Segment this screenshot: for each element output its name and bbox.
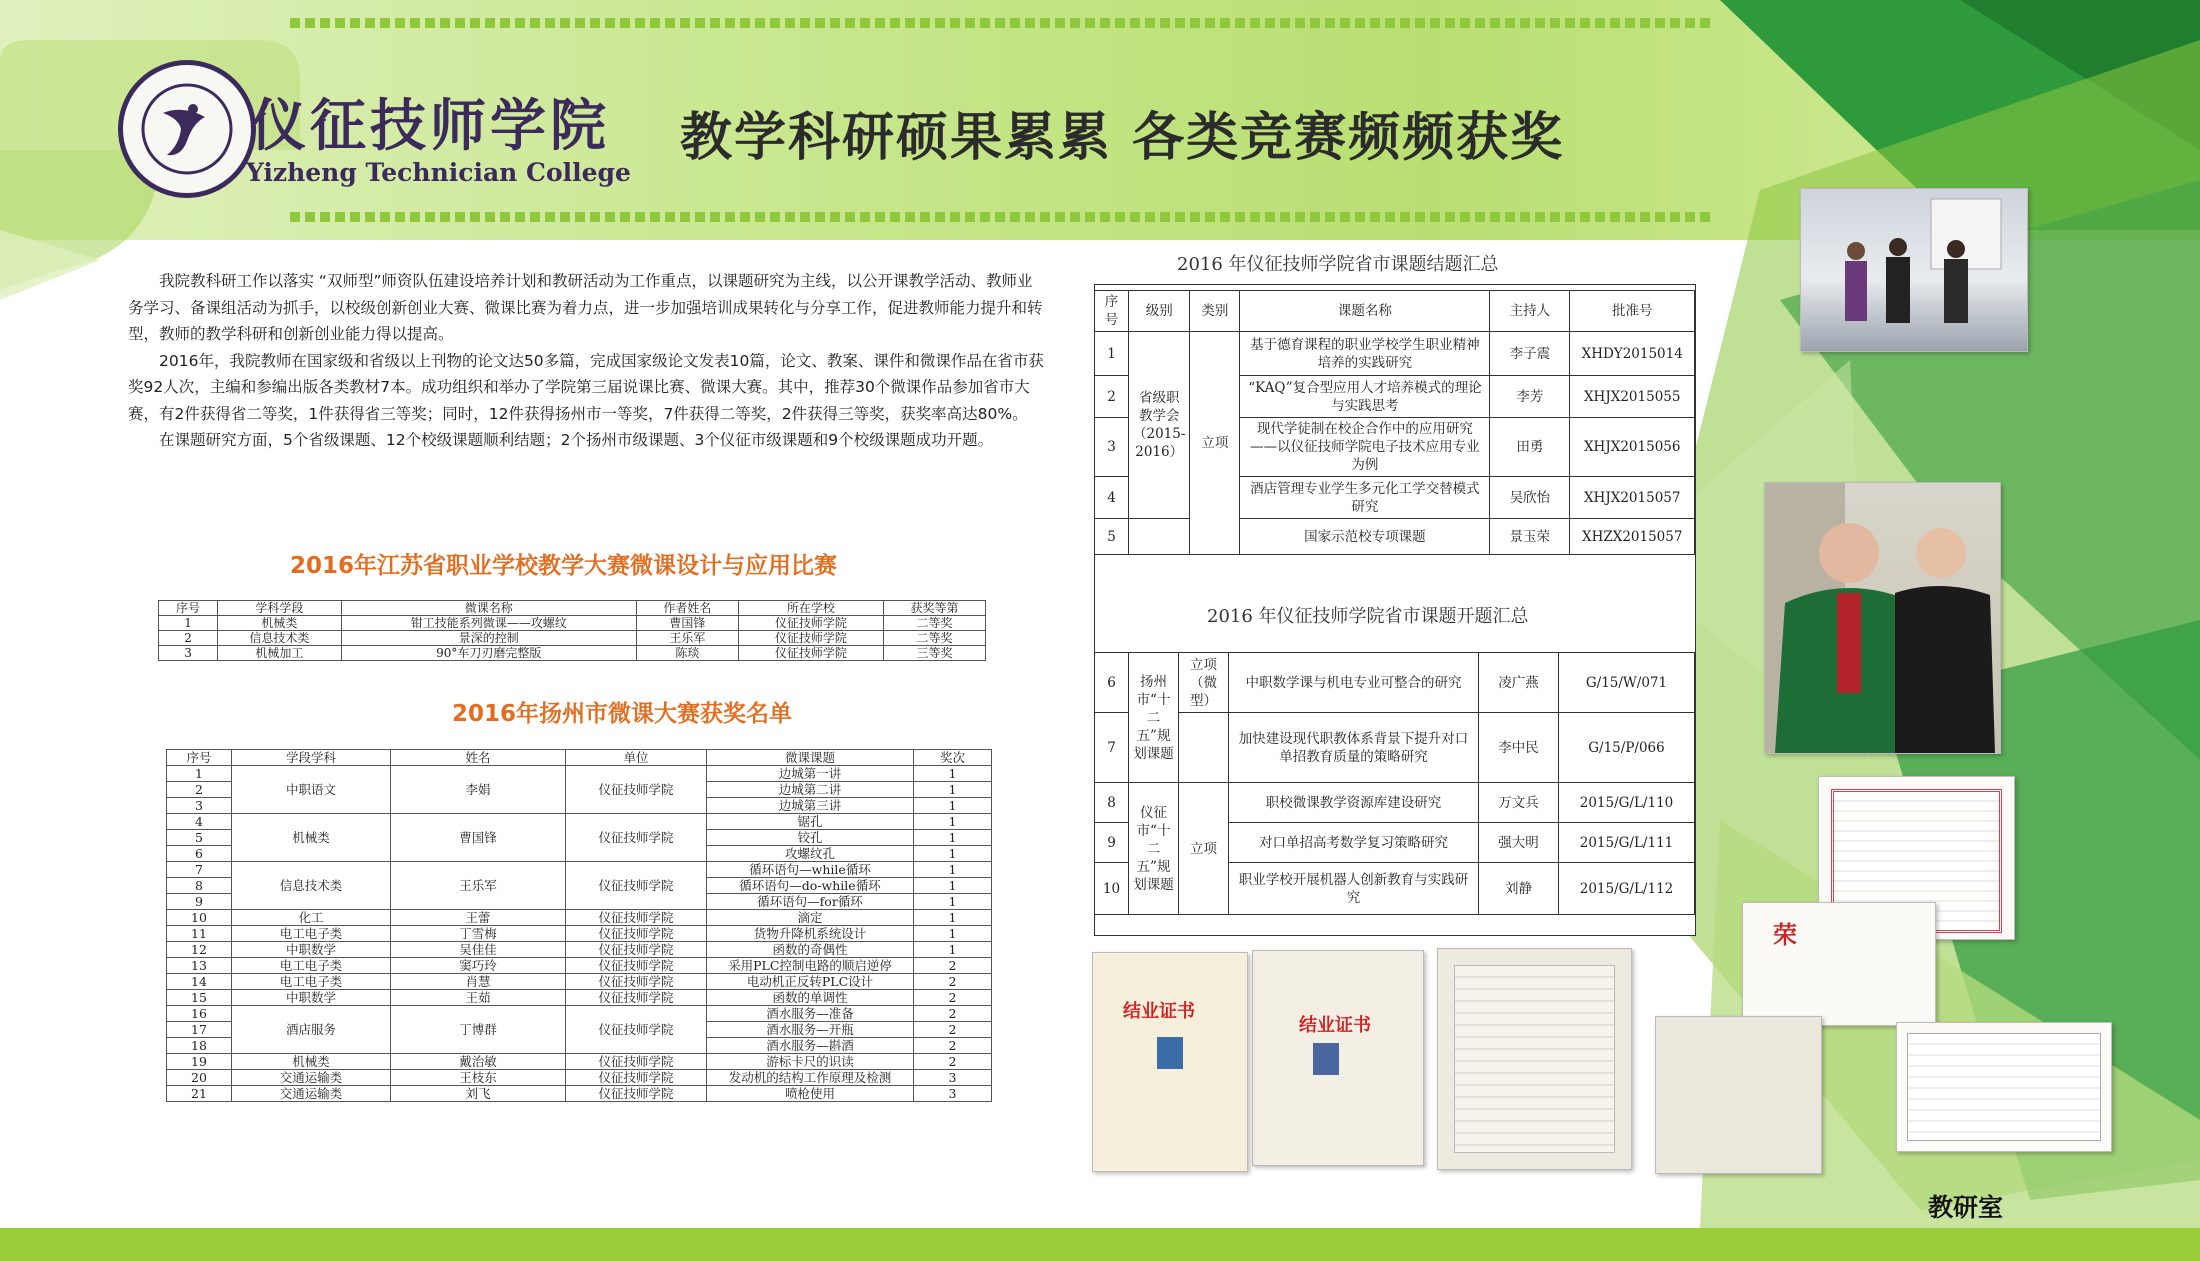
row-number: 6 [1095,653,1129,713]
department-label: 教研室 [1928,1193,2004,1222]
column-header: 课题名称 [1240,291,1490,332]
row-number: 12 [167,942,232,958]
subject-cell: 电工电子类 [232,958,391,974]
row-number: 13 [167,958,232,974]
code-cell: 2015/G/L/112 [1559,863,1695,915]
code-cell: XHDY2015014 [1570,332,1695,376]
topic-cell: 循环语句—for循环 [707,894,914,910]
certificate-border [1454,965,1615,1153]
host-cell: 李子震 [1490,332,1570,376]
award-cell: 2 [914,1054,992,1070]
table-cell: 陈琰 [636,646,738,661]
host-cell: 刘静 [1479,863,1559,915]
name-cell: 李娟 [391,766,566,814]
table-header-row [159,601,986,616]
level-cell: 仪征市“十二五”规划课题 [1129,783,1179,915]
award-cell: 1 [914,830,992,846]
table-row [1095,332,1695,376]
award-cell: 2 [914,1038,992,1054]
host-cell: 强大明 [1479,823,1559,863]
topic-cell: 喷枪使用 [707,1086,914,1102]
name-cell: 王茹 [391,990,566,1006]
table-cell: 仪征技师学院 [738,646,883,661]
row-number: 10 [167,910,232,926]
award-cell: 1 [914,894,992,910]
award-cell: 1 [914,926,992,942]
unit-cell: 仪征技师学院 [566,1006,707,1054]
table-cell: 二等奖 [883,631,985,646]
subject-cell: 电工电子类 [232,974,391,990]
row-number: 8 [1095,783,1129,823]
closing-projects-table [1094,290,1695,555]
table-cell: 曹国锋 [636,616,738,631]
topic-cell: 货物升降机系统设计 [707,926,914,942]
subject-cell: 中职语文 [232,766,391,814]
table-cell: 机械类 [218,616,342,631]
unit-cell: 仪征技师学院 [566,926,707,942]
level-cell: 扬州市“十二五”规划课题 [1129,653,1179,783]
subject-cell: 交通运输类 [232,1086,391,1102]
row-number: 2 [1095,376,1129,418]
certificate-image-4 [1437,948,1632,1170]
table-row [159,631,986,646]
topic-cell: 循环语句—while循环 [707,862,914,878]
row-number: 20 [167,1070,232,1086]
row-number: 10 [1095,863,1129,915]
code-cell: XHJX2015056 [1570,418,1695,477]
award-cell: 2 [914,958,992,974]
row-number: 3 [1095,418,1129,477]
table-cell: 景深的控制 [341,631,636,646]
table-row [167,942,992,958]
column-header: 微课课题 [707,750,914,766]
topic-cell: 边城第三讲 [707,798,914,814]
subject-cell: 信息技术类 [232,862,391,910]
table-row [1095,519,1695,555]
topic-cell: 函数的奇偶性 [707,942,914,958]
host-cell: 吴欣怡 [1490,477,1570,519]
award-cell: 1 [914,942,992,958]
code-cell: G/15/P/066 [1559,713,1695,783]
completion-certificate-1 [1092,952,1248,1172]
table-cell: 2 [159,631,218,646]
name-cell: 窦巧玲 [391,958,566,974]
name-cell: 王蕾 [391,910,566,926]
college-logo-emblem [118,60,256,198]
row-number: 21 [167,1086,232,1102]
row-number: 9 [167,894,232,910]
table-cell: 三等奖 [883,646,985,661]
unit-cell: 仪征技师学院 [566,910,707,926]
table-row [167,1070,992,1086]
row-number: 2 [167,782,232,798]
table-row [167,1054,992,1070]
host-cell: 李芳 [1490,376,1570,418]
intro-paragraph: 我院教科研工作以落实 “双师型”师资队伍建设培养计划和教研活动为工作重点，以课题研究为主线，以公开课教学活动、教师业务学习、备课组活动为抓手，以校级创新创业大赛、微课比赛为着力点，进一步加强培训成果转化与分享工作，促进教师能力提升和转型，教师的教学科研和创新创业能力得以提高。 [128,272,1043,343]
subject-cell: 交通运输类 [232,1070,391,1086]
table-row [167,862,992,878]
code-cell: 2015/G/L/111 [1559,823,1695,863]
topic-cell: 酒水服务—斟酒 [707,1038,914,1054]
code-cell: XHJX2015055 [1570,376,1695,418]
people-photo-icon [1801,189,2027,351]
code-cell: XHZX2015057 [1570,519,1695,555]
table-row [167,1006,992,1022]
table-row [167,814,992,830]
unit-cell: 仪征技师学院 [566,990,707,1006]
table-row [159,616,986,631]
topic-cell: 铰孔 [707,830,914,846]
column-header: 单位 [566,750,707,766]
table-row [167,926,992,942]
provincial-contest-title: 2016年江苏省职业学校教学大赛微课设计与应用比赛 [290,553,838,579]
column-header: 序号 [167,750,232,766]
unit-cell: 仪征技师学院 [566,974,707,990]
name-cell: 丁雪梅 [391,926,566,942]
column-header: 类别 [1190,291,1240,332]
award-cell: 1 [914,766,992,782]
type-cell: 立项（微型） [1179,653,1229,713]
table-row [167,974,992,990]
award-ceremony-photo [1800,188,2028,352]
name-cell: 王枝东 [391,1070,566,1086]
column-header: 微课名称 [341,601,636,616]
topic-cell: 发动机的结构工作原理及检测 [707,1070,914,1086]
name-cell: 吴佳佳 [391,942,566,958]
subject-cell: 电工电子类 [232,926,391,942]
row-number: 7 [1095,713,1129,783]
table-row [167,910,992,926]
award-cell: 2 [914,974,992,990]
table-cell: 钳工技能系列微课——攻螺纹 [341,616,636,631]
table-row [1095,783,1695,823]
row-number: 9 [1095,823,1129,863]
completion-certificate-2 [1252,950,1424,1166]
row-number: 15 [167,990,232,1006]
table-cell: 90°车刀刃磨完整版 [341,646,636,661]
row-number: 19 [167,1054,232,1070]
award-cell: 2 [914,1022,992,1038]
opening-projects-title: 2016 年仪征技师学院省市课题开题汇总 [1207,606,1529,627]
column-header: 主持人 [1490,291,1570,332]
level-cell: 省级职教学会（2015-2016） [1129,332,1190,519]
row-number: 8 [167,878,232,894]
unit-cell: 仪征技师学院 [566,942,707,958]
portrait-icon [1313,1043,1339,1075]
row-number: 16 [167,1006,232,1022]
subject-cell: 酒店服务 [232,1006,391,1054]
name-cell: 王乐军 [391,862,566,910]
table-cell: 王乐军 [636,631,738,646]
table-row [167,958,992,974]
unit-cell: 仪征技师学院 [566,1054,707,1070]
subject-cell: 中职数学 [232,990,391,1006]
topic-cell: 锯孔 [707,814,914,830]
subject-cell: 化工 [232,910,391,926]
project-name-cell: 职校微课教学资源库建设研究 [1229,783,1479,823]
topic-cell: 酒水服务—开瓶 [707,1022,914,1038]
topic-cell: 边城第一讲 [707,766,914,782]
college-name-cn: 仪征技师学院 [250,93,610,159]
award-cell: 1 [914,814,992,830]
intro-paragraph: 在课题研究方面，5个省级课题、12个校级课题顺利结题；2个扬州市级课题、3个仪征市级课题和9个校级课题成功开题。 [159,431,994,449]
project-name-cell: 酒店管理专业学生多元化工学交替模式研究 [1240,477,1490,519]
table-header-row [1095,291,1695,332]
project-name-cell: 现代学徒制在校企合作中的应用研究——以仪征技师学院电子技术应用专业为例 [1240,418,1490,477]
column-header: 姓名 [391,750,566,766]
unit-cell: 仪征技师学院 [566,814,707,862]
yangzhou-contest-title: 2016年扬州市微课大赛获奖名单 [452,701,793,727]
table-row [167,1086,992,1102]
award-cell: 3 [914,1070,992,1086]
award-cell: 2 [914,990,992,1006]
row-number: 5 [167,830,232,846]
college-name-en: Yizheng Technician College [246,158,631,187]
topic-cell: 酒水服务—准备 [707,1006,914,1022]
row-number: 18 [167,1038,232,1054]
honor-certificate-image [1742,902,1936,1026]
row-number: 4 [1095,477,1129,519]
empty-cell [1179,713,1229,783]
host-cell: 田勇 [1490,418,1570,477]
row-number: 14 [167,974,232,990]
table-cell: 1 [159,616,218,631]
topic-cell: 循环语句—do-while循环 [707,878,914,894]
project-name-cell: 国家示范校专项课题 [1240,519,1490,555]
award-cell: 1 [914,862,992,878]
topic-cell: 游标卡尺的识读 [707,1054,914,1070]
table-cell: 仪征技师学院 [738,631,883,646]
opening-projects-table [1094,652,1695,915]
subject-cell: 中职数学 [232,942,391,958]
table-row [167,990,992,1006]
column-header: 所在学校 [738,601,883,616]
name-cell: 刘飞 [391,1086,566,1102]
award-cell: 1 [914,910,992,926]
code-cell: XHJX2015057 [1570,477,1695,519]
handshake-photo-icon [1765,483,2000,753]
column-header: 批准号 [1570,291,1695,332]
host-cell: 凌广燕 [1479,653,1559,713]
row-number: 11 [167,926,232,942]
column-header: 奖次 [914,750,992,766]
certificate-border [1907,1033,2101,1141]
table-cell: 3 [159,646,218,661]
table-row [1095,653,1695,713]
award-cell: 1 [914,878,992,894]
project-name-cell: 中职数学课与机电专业可整合的研究 [1229,653,1479,713]
topic-cell: 攻螺纹孔 [707,846,914,862]
row-number: 4 [167,814,232,830]
host-cell: 万文兵 [1479,783,1559,823]
host-cell: 李中民 [1479,713,1559,783]
code-cell: 2015/G/L/110 [1559,783,1695,823]
table-row [1095,713,1695,783]
row-number: 17 [167,1022,232,1038]
closing-projects-title: 2016 年仪征技师学院省市课题结题汇总 [1177,254,1499,275]
name-cell: 肖慧 [391,974,566,990]
column-header: 获奖等第 [883,601,985,616]
intro-text [128,268,1046,454]
project-name-cell: 加快建设现代职教体系背景下提升对口单招教育质量的策略研究 [1229,713,1479,783]
topic-cell: 边城第二讲 [707,782,914,798]
project-name-cell: 对口单招高考数学复习策略研究 [1229,823,1479,863]
topic-cell: 电动机正反转PLC设计 [707,974,914,990]
project-name-cell: 职业学校开展机器人创新教育与实践研究 [1229,863,1479,915]
row-number: 1 [1095,332,1129,376]
table-row [159,646,986,661]
award-cell: 2 [914,1006,992,1022]
project-name-cell: “KAQ”复合型应用人才培养模式的理论与实践思考 [1240,376,1490,418]
table-cell: 信息技术类 [218,631,342,646]
column-header: 级别 [1129,291,1190,332]
yangzhou-contest-table [166,749,992,1102]
unit-cell: 仪征技师学院 [566,1086,707,1102]
name-cell: 丁博群 [391,1006,566,1054]
row-number: 5 [1095,519,1129,555]
name-cell: 曹国锋 [391,814,566,862]
award-cell: 1 [914,782,992,798]
host-cell: 景玉荣 [1490,519,1570,555]
completion-cert-title: 结业证书 [1299,1015,1371,1036]
subject-cell: 机械类 [232,1054,391,1070]
type-cell: 立项 [1179,783,1229,915]
code-cell: G/15/W/071 [1559,653,1695,713]
table-row [167,766,992,782]
portrait-icon [1157,1037,1183,1069]
handshake-photo [1764,482,2001,754]
name-cell: 戴治敏 [391,1054,566,1070]
row-number: 1 [167,766,232,782]
type-cell: 立项 [1190,332,1240,555]
award-cell: 1 [914,798,992,814]
intro-paragraph: 2016年，我院教师在国家级和省级以上刊物的论文达50多篇，完成国家级论文发表10篇，论文、教案、课件和微课作品在省市获奖92人次，主编和参编出版各类教材7本。成功组织和举办了学院第三届说课比赛、微课大赛。其中，推荐30个微课作品参加省市大赛，有2件获得省二等奖，1件获得省三等奖；同时，12件获得扬州市一等奖，7件获得二等奖，2件获得三等奖，获奖率高达80%。 [128,351,1044,423]
column-header: 作者姓名 [636,601,738,616]
column-header: 序号 [1095,291,1129,332]
table-cell: 机械加工 [218,646,342,661]
table-header-row [167,750,992,766]
award-cell: 3 [914,1086,992,1102]
empty-cell [1129,519,1190,555]
project-name-cell: 基于德育课程的职业学校学生职业精神培养的实践研究 [1240,332,1490,376]
footer-band [0,1228,2200,1261]
topic-cell: 采用PLC控制电路的顺启逆停 [707,958,914,974]
row-number: 3 [167,798,232,814]
logo-mark-icon [123,65,251,193]
topic-cell: 滴定 [707,910,914,926]
award-cell: 1 [914,846,992,862]
subject-cell: 机械类 [232,814,391,862]
certificate-image-2 [1896,1022,2112,1152]
column-header: 序号 [159,601,218,616]
unit-cell: 仪征技师学院 [566,862,707,910]
certificate-image-3 [1655,1016,1822,1174]
row-number: 6 [167,846,232,862]
column-header: 学科学段 [218,601,342,616]
row-number: 7 [167,862,232,878]
page-title: 教学科研硕果累累 各类竞赛频频获奖 [680,108,1565,168]
topic-cell: 函数的单调性 [707,990,914,1006]
table-cell: 二等奖 [883,616,985,631]
provincial-contest-table [158,600,986,661]
column-header: 学段学科 [232,750,391,766]
unit-cell: 仪征技师学院 [566,766,707,814]
table-cell: 仪征技师学院 [738,616,883,631]
unit-cell: 仪征技师学院 [566,958,707,974]
unit-cell: 仪征技师学院 [566,1070,707,1086]
completion-cert-title: 结业证书 [1123,1001,1195,1022]
honor-char: 荣 [1773,920,1797,949]
